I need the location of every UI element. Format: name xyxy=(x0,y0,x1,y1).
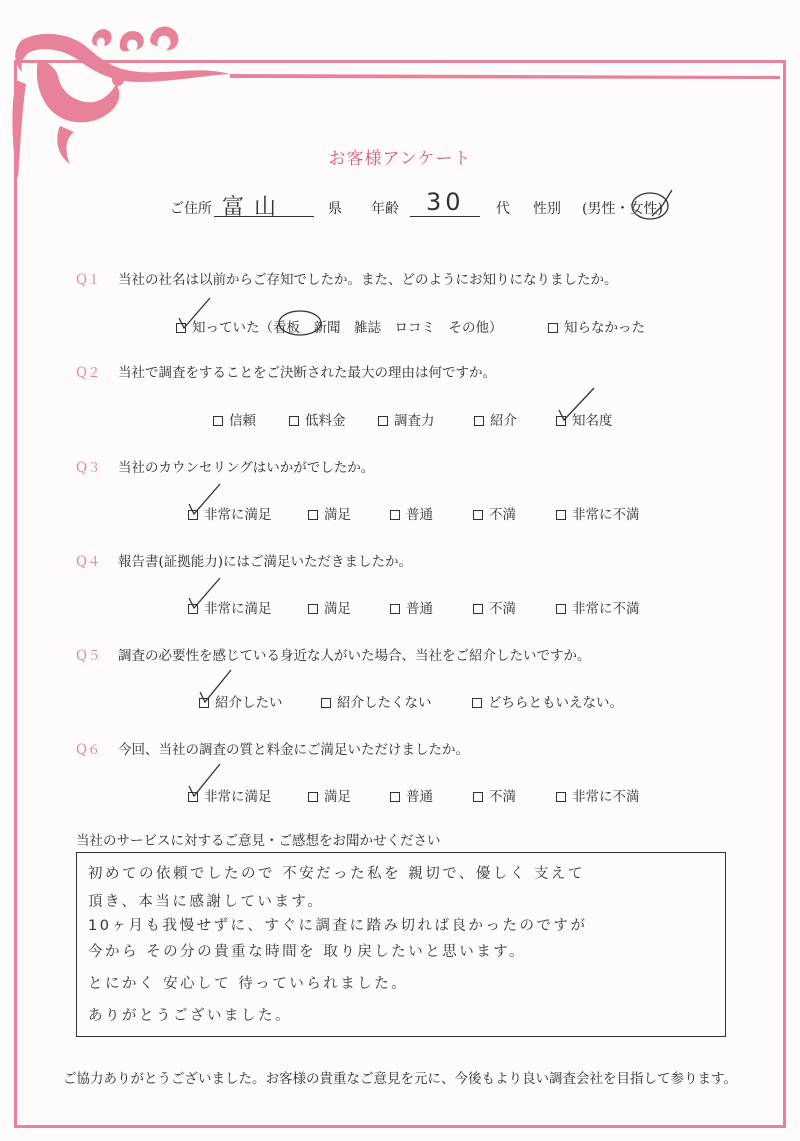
option-did-not-know[interactable] xyxy=(548,316,645,336)
option-label: 紹介したくない xyxy=(337,695,432,711)
option-label: 非常に不満 xyxy=(572,601,640,617)
check-mark-q1 xyxy=(176,296,216,330)
checkbox[interactable] xyxy=(556,510,566,520)
option-very-dissatisfied[interactable] xyxy=(556,785,640,805)
age-underline xyxy=(410,216,480,217)
q3-options xyxy=(0,503,800,525)
option-satisfied[interactable] xyxy=(308,503,351,523)
question-3 xyxy=(76,456,374,476)
comment-line: 頂き、本当に感謝しています。 xyxy=(88,894,325,910)
option-label: 信頼 xyxy=(229,413,256,429)
option-label: 紹介 xyxy=(490,413,517,429)
option-knew[interactable] xyxy=(176,316,503,336)
option-average[interactable] xyxy=(390,503,433,523)
question-number: Q６ xyxy=(76,742,101,758)
question-number: Q３ xyxy=(76,460,101,476)
prefecture-suffix: 県 xyxy=(328,201,342,217)
comment-line: とにかく 安心して 待っていられました。 xyxy=(88,976,409,992)
comments-label: 当社のサービスに対するご意見・ご感想をお聞かせください xyxy=(76,833,441,849)
option-label: どちらともいえない。 xyxy=(488,695,623,711)
check-mark-q3 xyxy=(186,482,226,516)
comment-line: ありがとうございました。 xyxy=(88,1008,292,1024)
option-label: 非常に不満 xyxy=(572,789,640,805)
option-label: 非常に満足 xyxy=(204,789,272,805)
checkbox[interactable] xyxy=(390,604,400,614)
option-label: 不満 xyxy=(489,507,516,523)
age-value[interactable]: 30 xyxy=(426,188,465,216)
question-number: Q４ xyxy=(76,554,101,570)
comment-line: 今から その分の貴重な時間を 取り戻したいと思います。 xyxy=(88,944,527,960)
age-suffix: 代 xyxy=(496,201,510,217)
q1-options xyxy=(0,316,800,338)
option-label: 普通 xyxy=(406,507,433,523)
checkbox[interactable] xyxy=(473,510,483,520)
checkbox[interactable] xyxy=(472,698,482,708)
question-5 xyxy=(76,644,591,664)
question-text: 調査の必要性を感じている身近な人がいた場合、当社をご紹介したいですか。 xyxy=(118,648,591,664)
option-label: 非常に満足 xyxy=(204,507,272,523)
option-label: 低料金 xyxy=(305,413,346,429)
option-undecided[interactable] xyxy=(472,691,623,711)
comment-line: 初めての依頼でしたので 不安だった私を 親切で、優しく 支えて xyxy=(88,866,586,882)
option-label: 知名度 xyxy=(572,413,613,429)
check-mark-q6 xyxy=(186,762,226,798)
question-text: 当社のカウンセリングはいかがでしたか。 xyxy=(118,460,375,476)
question-4 xyxy=(76,550,412,570)
footer-thanks: ご協力ありがとうございました。お客様の貴重なご意見を元に、今後もより良い調査会社を目指して参ります。 xyxy=(63,1071,737,1087)
address-label: ご住所 xyxy=(170,201,212,217)
option-label: 普通 xyxy=(406,601,433,617)
age-label: 年齢 xyxy=(371,201,399,217)
option-label: 不満 xyxy=(489,789,516,805)
comment-line: 10ヶ月も我慢せずに、すぐに調査に踏み切れば良かったのですが xyxy=(88,918,588,934)
question-text: 報告書(証拠能力)にはご満足いただきましたか。 xyxy=(118,554,413,570)
option-referral[interactable] xyxy=(474,409,517,429)
option-satisfied[interactable] xyxy=(308,785,351,805)
option-label: 満足 xyxy=(324,507,351,523)
question-number: Q１ xyxy=(76,272,101,288)
option-label: 満足 xyxy=(324,601,351,617)
option-average[interactable] xyxy=(390,597,433,617)
gender-label: 性別 xyxy=(533,201,561,217)
check-mark-q5 xyxy=(197,668,237,704)
check-mark-q2 xyxy=(556,386,600,422)
option-very-dissatisfied[interactable] xyxy=(556,503,640,523)
option-would-not-refer[interactable] xyxy=(321,691,432,711)
option-label: 普通 xyxy=(406,789,433,805)
gender-options[interactable]: (男性・女性) xyxy=(582,201,663,217)
option-label: 非常に満足 xyxy=(204,601,272,617)
checkbox[interactable] xyxy=(473,792,483,802)
checkbox[interactable] xyxy=(390,510,400,520)
question-number: Q２ xyxy=(76,365,101,381)
question-6 xyxy=(76,738,469,758)
question-2 xyxy=(76,361,496,381)
checkbox[interactable] xyxy=(321,698,331,708)
option-investigation-ability[interactable] xyxy=(378,409,435,429)
q5-options xyxy=(0,691,800,713)
option-label: 満足 xyxy=(324,789,351,805)
checkbox[interactable] xyxy=(556,792,566,802)
survey-title: お客様アンケート xyxy=(328,149,472,169)
checkbox[interactable] xyxy=(308,510,318,520)
question-text: 当社の社名は以前からご存知でしたか。また、どのようにお知りになりましたか。 xyxy=(118,272,618,288)
option-label: 非常に不満 xyxy=(572,507,640,523)
checkbox[interactable] xyxy=(548,323,558,333)
option-average[interactable] xyxy=(390,785,433,805)
option-label: 紹介したい xyxy=(215,695,283,711)
option-satisfied[interactable] xyxy=(308,597,351,617)
question-1 xyxy=(76,268,618,288)
q2-options xyxy=(0,409,800,431)
personal-info-row xyxy=(0,188,800,226)
checkbox[interactable] xyxy=(390,792,400,802)
question-text: 今回、当社の調査の質と料金にご満足いただけましたか。 xyxy=(118,742,469,758)
checkbox[interactable] xyxy=(378,416,388,426)
q4-options xyxy=(0,597,800,619)
option-label: 知っていた（看板 新聞 雑誌 ロコミ その他） xyxy=(192,320,503,336)
gender-circle-mark xyxy=(628,188,676,226)
checkbox[interactable] xyxy=(473,604,483,614)
checkbox[interactable] xyxy=(474,416,484,426)
option-dissatisfied[interactable] xyxy=(473,785,516,805)
option-dissatisfied[interactable] xyxy=(473,503,516,523)
address-underline xyxy=(214,216,314,217)
address-value[interactable]: 富山 xyxy=(222,195,287,220)
option-label: 知らなかった xyxy=(564,320,645,336)
question-number: Q５ xyxy=(76,648,101,664)
option-low-price[interactable] xyxy=(289,409,346,429)
checkbox[interactable] xyxy=(556,604,566,614)
option-very-dissatisfied[interactable] xyxy=(556,597,640,617)
option-dissatisfied[interactable] xyxy=(473,597,516,617)
circle-mark-signboard xyxy=(274,306,324,338)
check-mark-q4 xyxy=(186,576,226,610)
checkbox[interactable] xyxy=(213,416,223,426)
option-trust[interactable] xyxy=(213,409,256,429)
question-text: 当社で調査をすることをご決断された最大の理由は何ですか。 xyxy=(118,365,496,381)
checkbox[interactable] xyxy=(289,416,299,426)
checkbox[interactable] xyxy=(308,792,318,802)
option-label: 不満 xyxy=(489,601,516,617)
q6-options xyxy=(0,785,800,807)
checkbox[interactable] xyxy=(308,604,318,614)
option-label: 調査力 xyxy=(394,413,435,429)
